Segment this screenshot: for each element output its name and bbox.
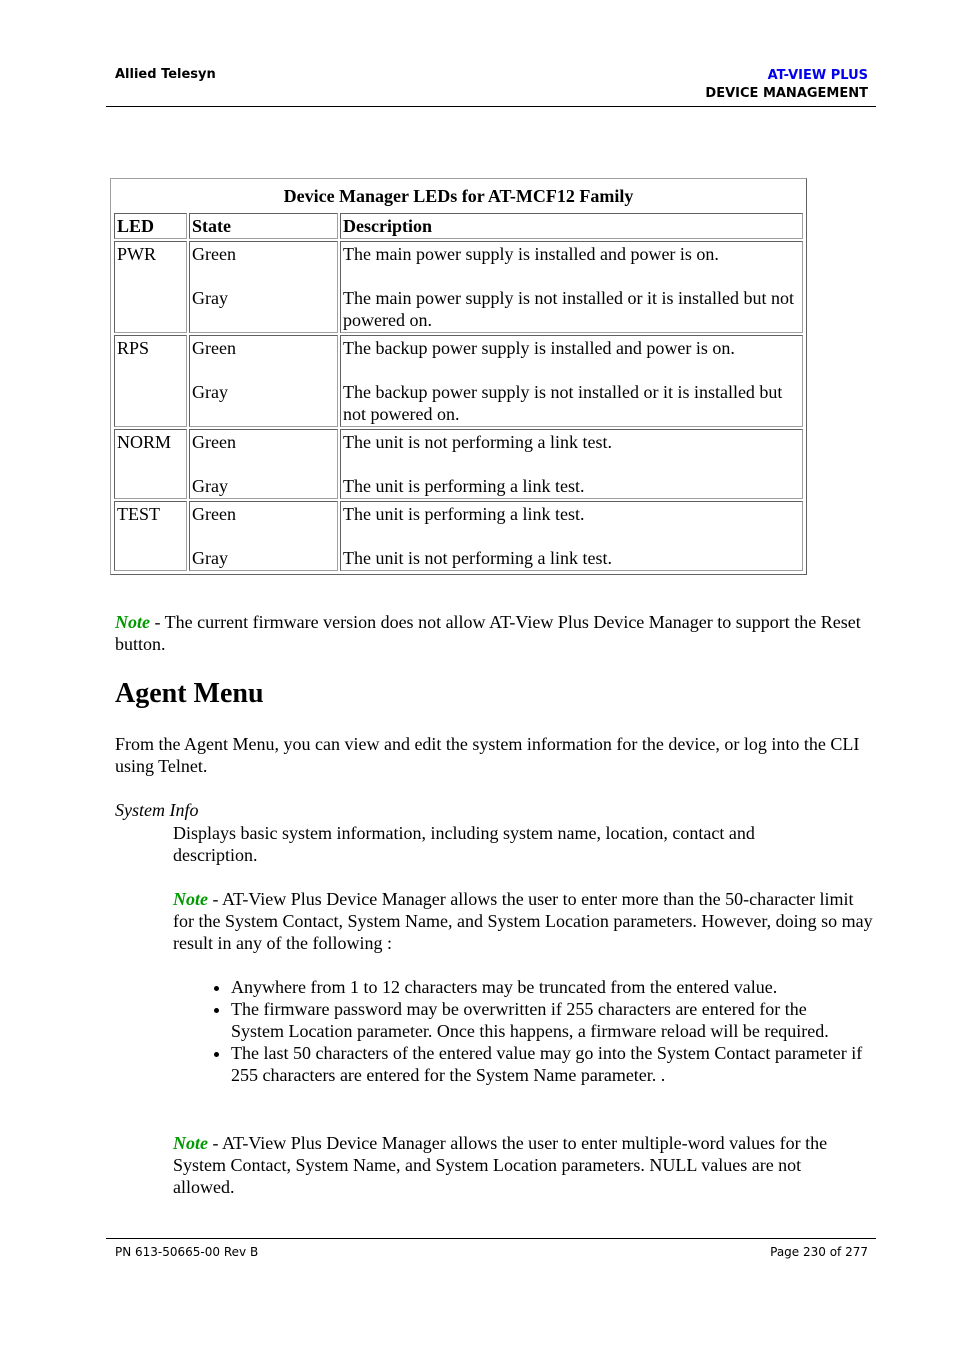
header-titles [705, 67, 868, 103]
description-off: The unit is performing a link test. [343, 476, 585, 496]
state-cell [189, 429, 338, 499]
note-reset-button [115, 611, 865, 655]
note-label: Note [173, 889, 208, 909]
note-text: - The current firmware version does not allow AT-View Plus Device Manager to support the Reset button. [115, 612, 861, 654]
state-off: Gray [192, 548, 228, 568]
description-cell [340, 429, 803, 499]
description-off: The main power supply is not installed or it is installed but not powered on. [343, 288, 794, 330]
column-header-led: LED [114, 213, 187, 239]
header-section: DEVICE MANAGEMENT [705, 86, 868, 101]
header-product: AT-VIEW PLUS [767, 68, 868, 83]
state-off: Gray [192, 382, 228, 402]
section-title: Agent Menu [115, 678, 264, 709]
led-table-header-row [114, 213, 803, 239]
note-multiple-words [173, 1132, 863, 1198]
column-header-state: State [189, 213, 338, 239]
description-cell [340, 501, 803, 571]
list-item: • Anywhere from 1 to 12 characters may be truncated from the entered value. [231, 976, 863, 998]
system-info-description: Displays basic system information, including system name, location, contact and description. [173, 823, 755, 865]
table-row [114, 501, 803, 571]
consequence-list [173, 976, 863, 1086]
note-text: - AT-View Plus Device Manager allows the user to enter multiple-word values for the System Contact, System Name, and System Location parameters. NULL values are not allowed. [173, 1133, 828, 1197]
description-on: The backup power supply is installed and power is on. [343, 338, 735, 358]
state-off: Gray [192, 288, 228, 308]
note-text: - AT-View Plus Device Manager allows the user to enter more than the 50-character limit for the System Contact, System Name, and System Location parameters. However, doing so may result in any of the following : [173, 889, 873, 953]
list-item: • The last 50 characters of the entered value may go into the System Contact parameter if 255 characters are entered for the System Name parameter. . [231, 1042, 863, 1086]
footer-rule [106, 1238, 876, 1239]
list-item: • The firmware password may be overwritten if 255 characters are entered for the System Location parameter. Once this happens, a firmware reload will be required. [231, 998, 863, 1042]
header-rule [106, 106, 876, 107]
led-table-caption: Device Manager LEDs for AT-MCF12 Family [283, 186, 634, 206]
state-on: Green [192, 338, 236, 358]
description-on: The unit is not performing a link test. [343, 432, 612, 452]
description-off: The unit is not performing a link test. [343, 548, 612, 568]
led-cell: RPS [114, 335, 187, 427]
led-cell: TEST [114, 501, 187, 571]
state-cell [189, 501, 338, 571]
led-cell: NORM [114, 429, 187, 499]
system-info-title: System Info [115, 800, 199, 820]
led-table [112, 180, 805, 573]
description-on: The unit is performing a link test. [343, 504, 585, 524]
description-on: The main power supply is installed and power is on. [343, 244, 719, 264]
state-on: Green [192, 432, 236, 452]
footer-page-number: Page 230 of 277 [770, 1245, 868, 1259]
header-company: Allied Telesyn [115, 67, 216, 82]
footer-part-number: PN 613-50665-00 Rev B [115, 1245, 259, 1259]
table-row [114, 335, 803, 427]
note-character-limit [173, 888, 873, 954]
state-off: Gray [192, 476, 228, 496]
note-label: Note [115, 612, 150, 632]
table-row [114, 241, 803, 333]
state-on: Green [192, 504, 236, 524]
state-cell [189, 241, 338, 333]
description-cell [340, 241, 803, 333]
description-off: The backup power supply is not installed or it is installed but not powered on. [343, 382, 783, 424]
state-on: Green [192, 244, 236, 264]
led-cell: PWR [114, 241, 187, 333]
state-cell [189, 335, 338, 427]
led-table-frame [110, 178, 807, 575]
table-row [114, 429, 803, 499]
intro-paragraph: From the Agent Menu, you can view and edit the system information for the device, or log into the CLI using Telnet. [115, 734, 860, 776]
description-cell [340, 335, 803, 427]
column-header-description: Description [340, 213, 803, 239]
note-label: Note [173, 1133, 208, 1153]
